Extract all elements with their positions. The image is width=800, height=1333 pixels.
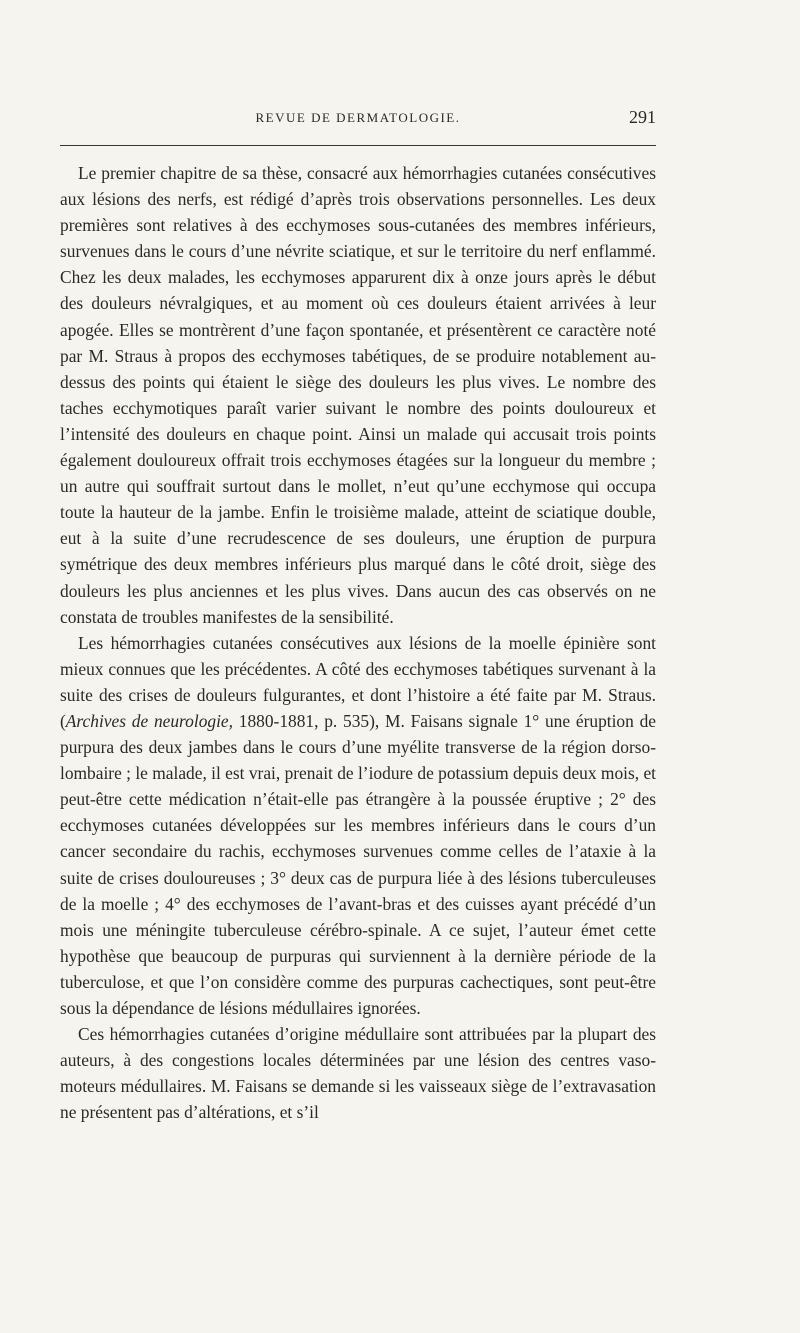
paragraph-3: Ces hémorrhagies cutanées d’origine médullaire sont attribuées par la plupart des auteurs, à des congestions locales déterminées par une lésion des centres vaso-moteurs médullaires. M. Faisans se demande si les vaisseaux siège de l’extravasation ne présentent pas d’altérations, et s’il bbox=[60, 1024, 656, 1123]
paragraph-1: Le premier chapitre de sa thèse, consacré aux hémorrhagies cutanées consécutives aux lésions des nerfs, est rédigé d’après trois observations personnelles. Les deux premières sont relatives à des ecchymoses sous-cutanées des membres inférieurs, survenues dans le cours d’une névrite sciatique, et sur le territoire du nerf enflammé. Chez les deux malades, les ecchymoses apparurent dix à onze jours après le début des douleurs névralgiques, et au moment où ces douleurs étaient arrivées à leur apogée. Elles se montrèrent d’une façon spontanée, et présentèrent ce caractère noté par M. Straus à propos des ecchymoses tabétiques, de se produire notablement au-dessus des points qui étaient le siège des douleurs les plus vives. Le nombre des taches ecchymotiques paraît varier suivant le nombre des points douloureux et l’intensité des douleurs en chaque point. Ainsi un malade qui accusait trois points également douloureux offrait trois ecchymoses étagées sur la longueur du membre ; un autre qui souffrait surtout dans le mollet, n’eut qu’une ecchymose qui occupa toute la hauteur de la jambe. Enfin le troisième malade, atteint de sciatique double, eut à la suite d’une recrudescence de ses douleurs, une éruption de purpura symétrique des deux membres inférieurs plus marqué dans le côté droit, siège des douleurs les plus anciennes et les plus vives. Dans aucun des cas observés on ne constata de troubles manifestes de la sensibilité. bbox=[60, 163, 656, 627]
paragraph-2-text-b: 1880-1881, p. 535), M. Faisans signale 1° une éruption de purpura des deux jambes dans le cours d’une myélite transverse de la région dorso-lombaire ; le malade, il est vrai, prenait de l’iodure de potassium depuis deux mois, et peut-être cette médication n’était-elle pas étrangère à la poussée éruptive ; 2° des ecchymoses cutanées développées sur les membres inférieurs dans le cours d’un cancer secondaire du rachis, ecchymoses survenues comme celles de l’ataxie à la suite de crises douloureuses ; 3° deux cas de purpura liée à des lésions tuberculeuses de la moelle ; 4° des ecchymoses de l’avant-bras et des cuisses ayant précédé d’un mois une méningite tuberculeuse cérébro-spinale. A ce sujet, l’auteur émet cette hypothèse que beaucoup de purpuras qui surviennent à la dernière période de la tuberculose, et que l’on considère comme des purpuras cachectiques, sont peut-être sous la dépendance de lésions médullaires ignorées. bbox=[60, 710, 656, 1018]
page-header bbox=[60, 107, 656, 136]
header-rule bbox=[60, 145, 656, 146]
paragraph-2 bbox=[60, 630, 656, 1021]
body-text bbox=[60, 160, 656, 1125]
paragraph-2-text-a: Les hémorrhagies cutanées consécutives aux lésions de la moelle épinière sont mieux connues que les précédentes. A côté des ecchymoses tabétiques survenant à la suite des crises de douleurs fulgurantes, et dont l’histoire a été faite par M. Straus. ( bbox=[60, 632, 656, 731]
running-head: REVUE DE DERMATOLOGIE. bbox=[255, 110, 461, 125]
page-number: 291 bbox=[629, 107, 656, 127]
citation-title: Archives de neurologie, bbox=[65, 710, 233, 731]
